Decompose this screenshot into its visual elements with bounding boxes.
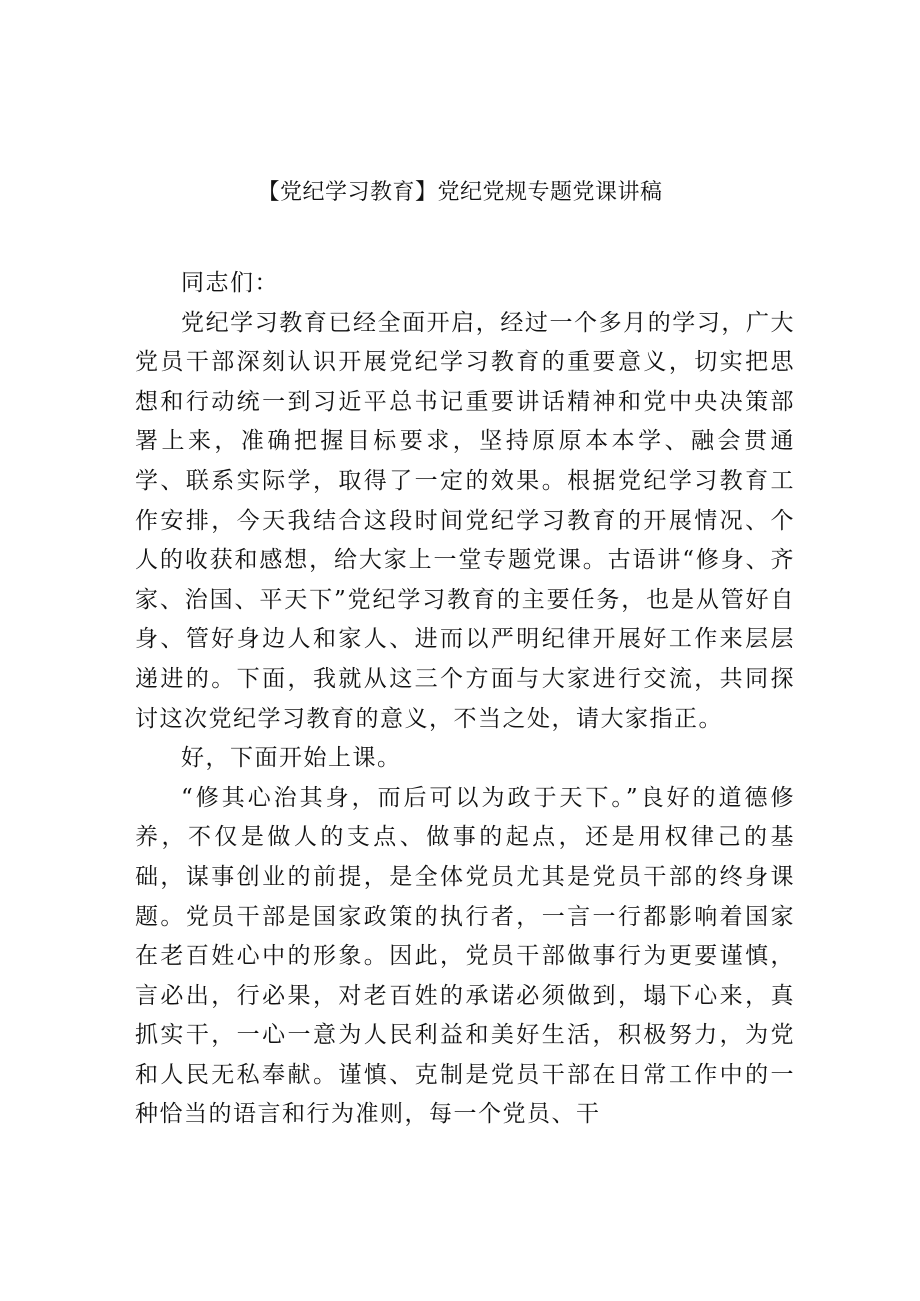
body-paragraph-intro: 党纪学习教育已经全面开启，经过一个多月的学习，广大党员干部深刻认识开展党纪学习教育的重要意义，切实把思想和行动统一到习近平总书记重要讲话精神和党中央决策部署上来，准确把握目标要求，坚持原原本本学、融会贯通学、联系实际学，取得了一定的效果。根据党纪学习教育工作安排，今天我结合这段时间党纪学习教育的开展情况、个人的收获和感想，给大家上一堂专题党课。古语讲“修身、齐家、治国、平天下”党纪学习教育的主要任务，也是从管好自身、管好身边人和家人、进而以严明纪律开展好工作来层层递进的。下面，我就从这三个方面与大家进行交流，共同探讨这次党纪学习教育的意义，不当之处，请大家指正。 <box>135 309 795 732</box>
document-body <box>135 264 795 1135</box>
body-paragraph-self-cultivation: “修其心治其身，而后可以为政于天下。”良好的道德修养，不仅是做人的支点、做事的起点，还是用权律己的基础，谋事创业的前提，是全体党员尤其是党员干部的终身课题。党员干部是国家政策的执行者，一言一行都影响着国家在老百姓心中的形象。因此，党员干部做事行为更要谨慎，言必出，行必果，对老百姓的承诺必须做到，塌下心来，真抓实干，一心一意为人民利益和美好生活，积极努力，为党和人民无私奉献。谨慎、克制是党员干部在日常工作中的一种恰当的语言和行为准则，每一个党员、干 <box>135 784 795 1128</box>
body-paragraph-start: 好，下面开始上课。 <box>181 745 402 772</box>
document-title: 【党纪学习教育】党纪党规专题党课讲稿 <box>257 180 663 205</box>
salutation: 同志们： <box>181 270 279 296</box>
